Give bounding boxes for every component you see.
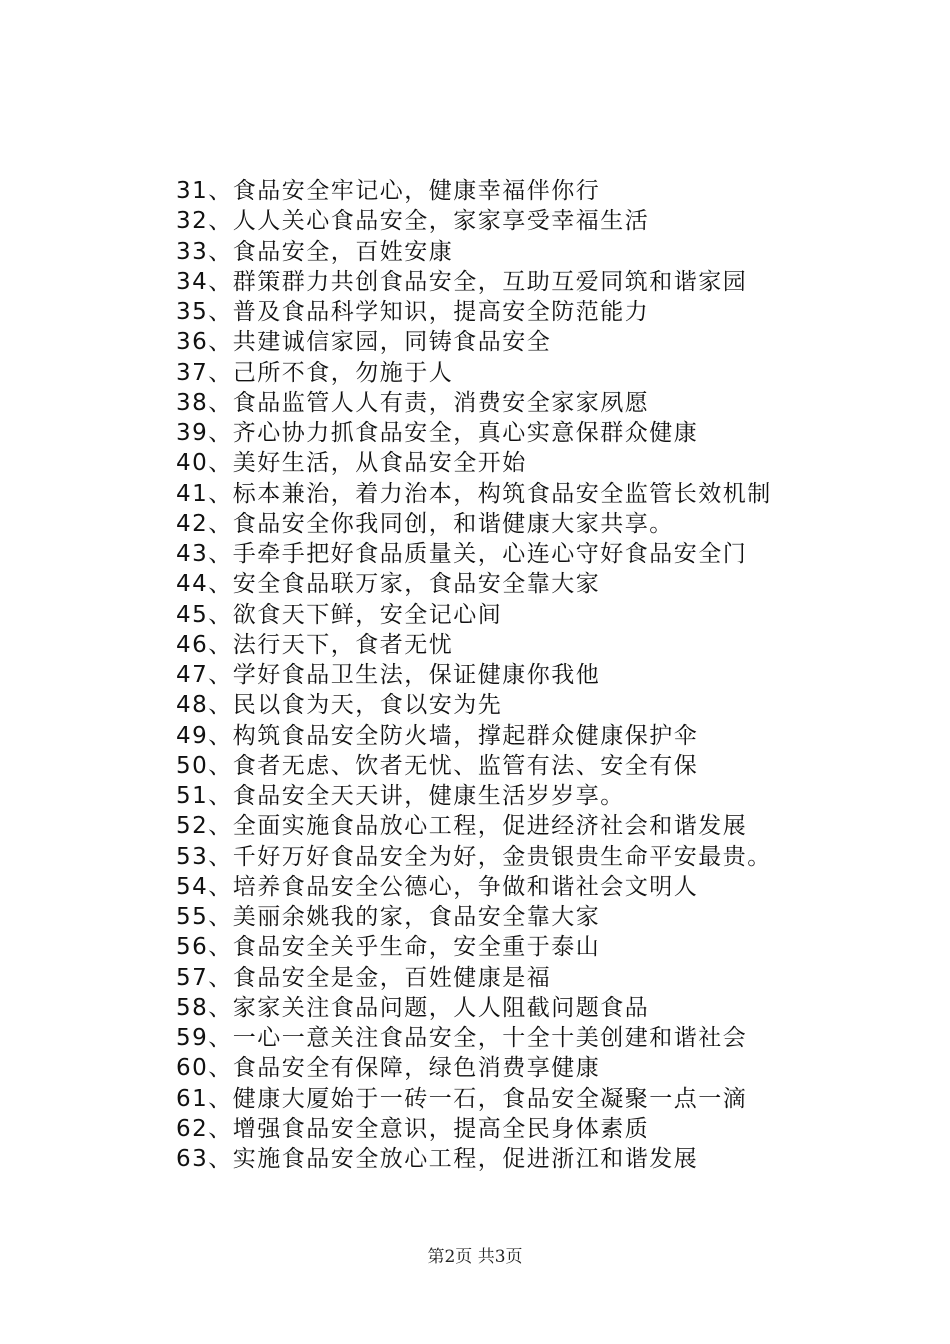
slogan-item: 58、家家关注食品问题，人人阻截问题食品 [176, 994, 650, 1021]
slogan-item: 54、培养食品安全公德心，争做和谐社会文明人 [176, 873, 699, 900]
slogan-item: 45、欲食天下鲜，安全记心间 [176, 601, 503, 628]
page-footer: 第2页 共3页 [427, 1247, 523, 1267]
slogan-item: 63、实施食品安全放心工程，促进浙江和谐发展 [176, 1146, 699, 1172]
slogan-item: 55、美丽余姚我的家，食品安全靠大家 [176, 904, 601, 930]
slogan-item: 36、共建诚信家园，同铸食品安全 [176, 329, 552, 356]
slogan-item: 59、一心一意关注食品安全，十全十美创建和谐社会 [176, 1025, 748, 1051]
slogan-item: 62、增强食品安全意识，提高全民身体素质 [176, 1115, 650, 1142]
slogan-item: 44、安全食品联万家，食品安全靠大家 [176, 571, 601, 598]
slogan-item: 33、食品安全，百姓安康 [176, 238, 454, 265]
slogan-item: 34、群策群力共创食品安全，互助互爱同筑和谐家园 [176, 268, 748, 295]
slogan-item: 43、手牵手把好食品质量关，心连心守好食品安全门 [176, 541, 748, 567]
slogan-item: 42、食品安全你我同创，和谐健康大家共享。 [176, 510, 674, 537]
slogan-item: 57、食品安全是金，百姓健康是福 [176, 964, 552, 991]
slogan-item: 53、千好万好食品安全为好，金贵银贵生命平安最贵。 [176, 843, 772, 870]
slogan-item: 35、普及食品科学知识，提高安全防范能力 [176, 299, 650, 325]
slogan-item: 47、学好食品卫生法，保证健康你我他 [176, 662, 601, 688]
slogan-item: 52、全面实施食品放心工程，促进经济社会和谐发展 [176, 813, 748, 840]
slogan-item: 50、食者无虑、饮者无忧、监管有法、安全有保 [176, 752, 699, 779]
slogan-item: 49、构筑食品安全防火墙，撑起群众健康保护伞 [176, 722, 699, 749]
slogan-list [176, 176, 796, 1174]
slogan-item: 61、健康大厦始于一砖一石，食品安全凝聚一点一滴 [176, 1085, 748, 1112]
slogan-item: 31、食品安全牢记心，健康幸福伴你行 [176, 178, 601, 204]
slogan-item: 39、齐心协力抓食品安全，真心实意保群众健康 [176, 420, 699, 446]
slogan-item: 41、标本兼治，着力治本，构筑食品安全监管长效机制 [176, 480, 772, 507]
slogan-item: 48、民以食为天，食以安为先 [176, 692, 503, 719]
slogan-item: 56、食品安全关乎生命，安全重于泰山 [176, 934, 601, 961]
slogan-item: 37、己所不食，勿施于人 [176, 359, 454, 386]
slogan-item: 32、人人关心食品安全，家家享受幸福生活 [176, 208, 650, 235]
slogan-item: 60、食品安全有保障，绿色消费享健康 [176, 1055, 601, 1082]
slogan-item: 40、美好生活，从食品安全开始 [176, 450, 527, 477]
slogan-item: 46、法行天下，食者无忧 [176, 631, 454, 658]
slogan-item: 51、食品安全天天讲，健康生活岁岁享。 [176, 783, 625, 809]
slogan-item: 38、食品监管人人有责，消费安全家家夙愿 [176, 389, 650, 416]
